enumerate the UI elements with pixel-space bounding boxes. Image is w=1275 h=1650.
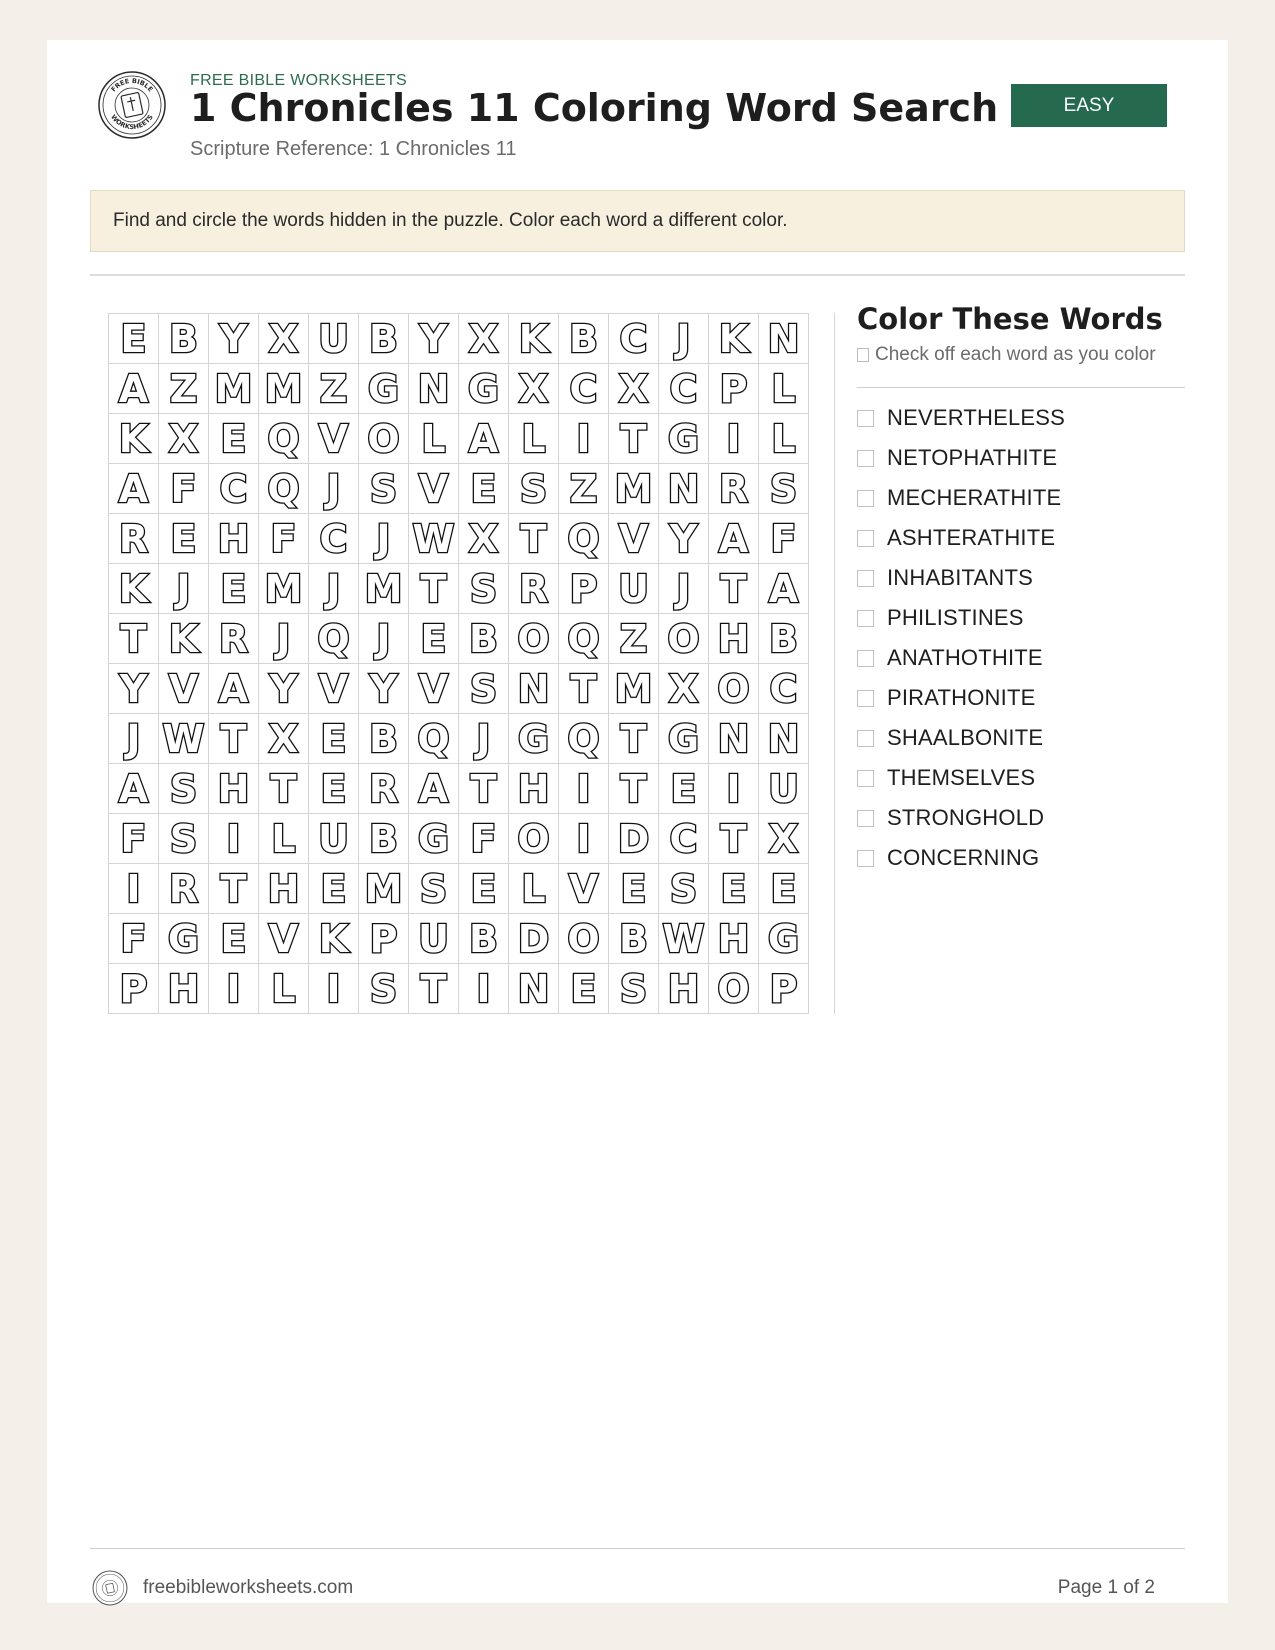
grid-cell[interactable]: F — [459, 814, 509, 864]
grid-cell[interactable]: G — [659, 714, 709, 764]
grid-cell[interactable]: V — [159, 664, 209, 714]
grid-cell[interactable]: V — [409, 464, 459, 514]
checkbox-icon[interactable] — [857, 610, 874, 627]
grid-cell[interactable]: I — [559, 764, 609, 814]
grid-cell[interactable]: S — [359, 464, 409, 514]
grid-cell[interactable]: N — [659, 464, 709, 514]
grid-cell[interactable]: F — [759, 514, 809, 564]
grid-cell[interactable]: Y — [259, 664, 309, 714]
grid-cell[interactable]: E — [109, 314, 159, 364]
grid-cell[interactable]: X — [259, 714, 309, 764]
grid-cell[interactable]: S — [159, 814, 209, 864]
grid-cell[interactable]: Y — [209, 314, 259, 364]
grid-cell[interactable]: O — [709, 664, 759, 714]
grid-cell[interactable]: T — [609, 764, 659, 814]
checkbox-icon[interactable] — [857, 490, 874, 507]
grid-cell[interactable]: S — [409, 864, 459, 914]
grid-cell[interactable]: O — [559, 914, 609, 964]
word-label: NETOPHATHITE — [887, 445, 1058, 470]
grid-cell[interactable]: A — [759, 564, 809, 614]
grid-cell[interactable]: X — [509, 364, 559, 414]
grid-cell[interactable]: N — [509, 964, 559, 1014]
header-divider — [90, 274, 1185, 276]
grid-cell[interactable]: C — [559, 364, 609, 414]
grid-cell[interactable]: S — [359, 964, 409, 1014]
grid-cell[interactable]: I — [709, 764, 759, 814]
grid-cell[interactable]: I — [109, 864, 159, 914]
grid-cell[interactable]: Y — [359, 664, 409, 714]
grid-cell[interactable]: M — [359, 564, 409, 614]
grid-cell[interactable]: P — [709, 364, 759, 414]
grid-cell[interactable]: J — [659, 564, 709, 614]
word-list-subtitle — [857, 344, 1156, 366]
grid-cell[interactable]: B — [559, 314, 609, 364]
grid-cell[interactable]: B — [459, 614, 509, 664]
grid-cell[interactable]: P — [359, 914, 409, 964]
grid-cell[interactable]: T — [709, 564, 759, 614]
difficulty-badge: EASY — [1011, 84, 1167, 127]
grid-cell[interactable]: I — [309, 964, 359, 1014]
grid-cell[interactable]: H — [659, 964, 709, 1014]
grid-cell[interactable]: N — [709, 714, 759, 764]
grid-cell[interactable]: B — [759, 614, 809, 664]
grid-cell[interactable]: Q — [259, 414, 309, 464]
grid-cell[interactable]: T — [409, 964, 459, 1014]
grid-cell[interactable]: S — [759, 464, 809, 514]
checkbox-icon[interactable] — [857, 570, 874, 587]
grid-cell[interactable]: L — [759, 364, 809, 414]
grid-cell[interactable]: F — [159, 464, 209, 514]
grid-cell[interactable]: E — [759, 864, 809, 914]
grid-cell[interactable]: Z — [609, 614, 659, 664]
grid-cell[interactable]: N — [759, 314, 809, 364]
grid-cell[interactable]: E — [309, 714, 359, 764]
grid-cell[interactable]: T — [559, 664, 609, 714]
grid-cell[interactable]: C — [659, 364, 709, 414]
grid-cell[interactable]: Q — [559, 514, 609, 564]
grid-cell[interactable]: R — [109, 514, 159, 564]
grid-cell[interactable]: T — [259, 764, 309, 814]
page-number: Page 1 of 2 — [1057, 1577, 1155, 1598]
grid-cell[interactable]: K — [109, 564, 159, 614]
grid-cell[interactable]: R — [359, 764, 409, 814]
word-list-item[interactable] — [857, 638, 1065, 678]
checkbox-icon[interactable] — [857, 690, 874, 707]
grid-cell[interactable]: G — [759, 914, 809, 964]
grid-cell[interactable]: C — [659, 814, 709, 864]
word-list-item[interactable] — [857, 838, 1065, 878]
grid-cell[interactable]: M — [359, 864, 409, 914]
grid-cell[interactable]: W — [409, 514, 459, 564]
grid-cell[interactable]: E — [459, 464, 509, 514]
bible-seal-icon — [97, 70, 167, 140]
grid-cell[interactable]: M — [609, 464, 659, 514]
checkbox-icon[interactable] — [857, 650, 874, 667]
checkbox-icon — [857, 348, 869, 362]
grid-cell[interactable]: Z — [309, 364, 359, 414]
grid-cell[interactable]: H — [209, 514, 259, 564]
instructions-box — [90, 190, 1185, 252]
grid-cell[interactable]: F — [109, 814, 159, 864]
grid-cell[interactable]: A — [209, 664, 259, 714]
word-list-item[interactable] — [857, 478, 1065, 518]
footer-logo-icon — [92, 1570, 128, 1606]
grid-cell[interactable]: B — [159, 314, 209, 364]
grid-cell[interactable]: B — [459, 914, 509, 964]
grid-cell[interactable]: S — [159, 764, 209, 814]
grid-cell[interactable]: H — [709, 614, 759, 664]
grid-cell[interactable]: V — [609, 514, 659, 564]
checkbox-icon[interactable] — [857, 730, 874, 747]
grid-cell[interactable]: T — [109, 614, 159, 664]
word-label: CONCERNING — [887, 845, 1040, 870]
grid-cell[interactable]: J — [659, 314, 709, 364]
grid-cell[interactable]: S — [459, 664, 509, 714]
grid-cell[interactable]: J — [359, 514, 409, 564]
grid-cell[interactable]: M — [609, 664, 659, 714]
grid-cell[interactable]: X — [259, 314, 309, 364]
grid-cell[interactable]: P — [109, 964, 159, 1014]
footer-divider — [90, 1548, 1185, 1549]
logo-text-top: FREE BIBLE — [109, 76, 155, 94]
word-label: ANATHOTHITE — [887, 645, 1043, 670]
grid-cell[interactable]: O — [509, 814, 559, 864]
grid-cell[interactable]: R — [509, 564, 559, 614]
brand-label: FREE BIBLE WORKSHEETS — [190, 72, 408, 89]
grid-cell[interactable]: S — [509, 464, 559, 514]
grid-cell[interactable]: B — [609, 914, 659, 964]
word-list-item[interactable] — [857, 758, 1065, 798]
grid-cell[interactable]: I — [709, 414, 759, 464]
grid-cell[interactable]: Y — [109, 664, 159, 714]
word-list-divider — [857, 387, 1185, 388]
grid-cell[interactable]: C — [309, 514, 359, 564]
grid-cell[interactable]: Q — [559, 614, 609, 664]
grid-cell[interactable]: S — [459, 564, 509, 614]
grid-cell[interactable]: I — [459, 964, 509, 1014]
grid-cell[interactable]: E — [609, 864, 659, 914]
grid-cell[interactable]: N — [759, 714, 809, 764]
grid-cell[interactable]: T — [409, 564, 459, 614]
grid-cell[interactable]: E — [559, 964, 609, 1014]
grid-cell[interactable]: Z — [159, 364, 209, 414]
grid-cell[interactable]: E — [209, 414, 259, 464]
grid-cell[interactable]: K — [309, 914, 359, 964]
grid-cell[interactable]: H — [259, 864, 309, 914]
grid-cell[interactable]: D — [609, 814, 659, 864]
word-list-item[interactable] — [857, 798, 1065, 838]
grid-cell[interactable]: V — [259, 914, 309, 964]
grid-cell[interactable]: A — [109, 764, 159, 814]
grid-cell[interactable]: V — [559, 864, 609, 914]
grid-cell[interactable]: E — [209, 564, 259, 614]
grid-cell[interactable]: O — [659, 614, 709, 664]
grid-cell[interactable]: J — [359, 614, 409, 664]
word-label: STRONGHOLD — [887, 805, 1045, 830]
grid-cell[interactable]: H — [709, 914, 759, 964]
word-label: THEMSELVES — [887, 765, 1036, 790]
grid-cell[interactable]: J — [159, 564, 209, 614]
grid-cell[interactable]: I — [209, 814, 259, 864]
grid-cell[interactable]: E — [709, 864, 759, 914]
word-list — [857, 398, 1065, 878]
grid-cell[interactable]: R — [159, 864, 209, 914]
grid-cell[interactable]: E — [309, 764, 359, 814]
grid-cell[interactable]: A — [709, 514, 759, 564]
grid-cell[interactable]: X — [759, 814, 809, 864]
word-list-title: Color These Words — [857, 302, 1163, 336]
checkbox-icon[interactable] — [857, 850, 874, 867]
grid-cell[interactable]: P — [759, 964, 809, 1014]
word-list-item[interactable] — [857, 398, 1065, 438]
grid-cell[interactable]: B — [359, 814, 409, 864]
grid-cell[interactable]: A — [109, 464, 159, 514]
word-list-item[interactable] — [857, 558, 1065, 598]
grid-cell[interactable]: Q — [559, 714, 609, 764]
grid-cell[interactable]: O — [359, 414, 409, 464]
checkbox-icon[interactable] — [857, 450, 874, 467]
grid-cell[interactable]: D — [509, 914, 559, 964]
grid-cell[interactable]: W — [159, 714, 209, 764]
grid-cell[interactable]: L — [509, 414, 559, 464]
grid-cell[interactable]: H — [509, 764, 559, 814]
grid-cell[interactable]: J — [109, 714, 159, 764]
word-list-item[interactable] — [857, 518, 1065, 558]
grid-cell[interactable]: Y — [409, 314, 459, 364]
grid-cell[interactable]: T — [609, 714, 659, 764]
grid-cell[interactable]: V — [409, 664, 459, 714]
grid-cell[interactable]: Z — [559, 464, 609, 514]
grid-cell[interactable]: N — [409, 364, 459, 414]
grid-cell[interactable]: Q — [259, 464, 309, 514]
grid-cell[interactable]: I — [209, 964, 259, 1014]
word-label: ASHTERATHITE — [887, 525, 1056, 550]
grid-cell[interactable]: U — [609, 564, 659, 614]
grid-cell[interactable]: U — [309, 314, 359, 364]
grid-cell[interactable]: L — [509, 864, 559, 914]
footer-site-name: freebibleworksheets.com — [143, 1577, 354, 1598]
grid-cell[interactable]: J — [309, 564, 359, 614]
grid-cell[interactable]: A — [109, 364, 159, 414]
grid-cell[interactable]: H — [159, 964, 209, 1014]
grid-cell[interactable]: K — [109, 414, 159, 464]
grid-cell[interactable]: J — [309, 464, 359, 514]
grid-cell[interactable]: T — [509, 514, 559, 564]
grid-cell[interactable]: F — [109, 914, 159, 964]
grid-cell[interactable]: M — [209, 364, 259, 414]
grid-cell[interactable]: X — [459, 514, 509, 564]
page-title: 1 Chronicles 11 Coloring Word Search — [190, 86, 999, 130]
grid-cell[interactable]: C — [609, 314, 659, 364]
grid-cell[interactable]: X — [659, 664, 709, 714]
grid-cell[interactable]: E — [209, 914, 259, 964]
word-label: PHILISTINES — [887, 605, 1024, 630]
grid-cell[interactable]: N — [509, 664, 559, 714]
instructions-text: Find and circle the words hidden in the puzzle. Color each word a different color. — [113, 210, 788, 231]
checkbox-icon[interactable] — [857, 770, 874, 787]
grid-cell[interactable]: Q — [409, 714, 459, 764]
grid-cell[interactable]: I — [559, 414, 609, 464]
grid-cell[interactable]: B — [359, 714, 409, 764]
grid-cell[interactable]: S — [659, 864, 709, 914]
grid-cell[interactable]: L — [259, 964, 309, 1014]
grid-cell[interactable]: K — [509, 314, 559, 364]
grid-cell[interactable]: E — [309, 864, 359, 914]
word-list-item[interactable] — [857, 678, 1065, 718]
grid-cell[interactable]: J — [459, 714, 509, 764]
grid-cell[interactable]: V — [309, 664, 359, 714]
grid-cell[interactable]: C — [759, 664, 809, 714]
checkbox-icon[interactable] — [857, 410, 874, 427]
grid-cell[interactable]: K — [709, 314, 759, 364]
grid-cell[interactable]: E — [409, 614, 459, 664]
grid-cell[interactable]: L — [259, 814, 309, 864]
grid-cell[interactable]: E — [159, 514, 209, 564]
grid-cell[interactable]: T — [209, 714, 259, 764]
grid-cell[interactable]: X — [159, 414, 209, 464]
grid-cell[interactable]: G — [159, 914, 209, 964]
grid-cell[interactable]: O — [509, 614, 559, 664]
grid-cell[interactable]: E — [659, 764, 709, 814]
word-label: MECHERATHITE — [887, 485, 1062, 510]
grid-cell[interactable]: L — [409, 414, 459, 464]
grid-cell[interactable]: T — [609, 414, 659, 464]
grid-cell[interactable]: C — [209, 464, 259, 514]
grid-cell[interactable]: B — [359, 314, 409, 364]
word-search-grid — [108, 313, 809, 1014]
worksheet-page — [47, 40, 1228, 1603]
grid-cell[interactable]: S — [609, 964, 659, 1014]
grid-cell[interactable]: U — [309, 814, 359, 864]
grid-cell[interactable]: T — [709, 814, 759, 864]
word-label: INHABITANTS — [887, 565, 1034, 590]
logo-text-bottom: WORKSHEETS — [109, 113, 155, 132]
grid-cell[interactable]: X — [609, 364, 659, 414]
grid-cell[interactable]: G — [659, 414, 709, 464]
checkbox-icon[interactable] — [857, 810, 874, 827]
grid-cell[interactable]: R — [209, 614, 259, 664]
word-label: NEVERTHELESS — [887, 405, 1066, 430]
grid-cell[interactable]: Y — [659, 514, 709, 564]
grid-cell[interactable]: G — [509, 714, 559, 764]
grid-cell[interactable]: H — [209, 764, 259, 814]
grid-cell[interactable]: G — [459, 364, 509, 414]
column-divider — [834, 313, 835, 1014]
grid-cell[interactable]: Q — [309, 614, 359, 664]
grid-cell[interactable]: U — [759, 764, 809, 814]
grid-cell[interactable]: L — [759, 414, 809, 464]
word-list-subtitle-text: Check off each word as you color — [875, 344, 1156, 365]
grid-cell[interactable]: G — [409, 814, 459, 864]
grid-cell[interactable]: X — [459, 314, 509, 364]
grid-cell[interactable]: V — [309, 414, 359, 464]
grid-cell[interactable]: K — [159, 614, 209, 664]
grid-cell[interactable]: F — [259, 514, 309, 564]
word-label: PIRATHONITE — [887, 685, 1036, 710]
grid-cell[interactable]: G — [359, 364, 409, 414]
grid-cell[interactable]: E — [459, 864, 509, 914]
word-list-item[interactable] — [857, 438, 1065, 478]
grid-cell[interactable]: T — [209, 864, 259, 914]
grid-cell[interactable]: I — [559, 814, 609, 864]
grid-cell[interactable]: P — [559, 564, 609, 614]
word-list-item[interactable] — [857, 598, 1065, 638]
grid-cell[interactable]: T — [459, 764, 509, 814]
checkbox-icon[interactable] — [857, 530, 874, 547]
word-list-item[interactable] — [857, 718, 1065, 758]
grid-cell[interactable]: M — [259, 564, 309, 614]
word-label: SHAALBONITE — [887, 725, 1044, 750]
grid-cell[interactable]: J — [259, 614, 309, 664]
grid-cell[interactable]: O — [709, 964, 759, 1014]
grid-cell[interactable]: A — [409, 764, 459, 814]
grid-cell[interactable]: M — [259, 364, 309, 414]
grid-cell[interactable]: W — [659, 914, 709, 964]
grid-cell[interactable]: U — [409, 914, 459, 964]
scripture-reference: Scripture Reference: 1 Chronicles 11 — [190, 138, 517, 160]
grid-cell[interactable]: R — [709, 464, 759, 514]
grid-cell[interactable]: A — [459, 414, 509, 464]
